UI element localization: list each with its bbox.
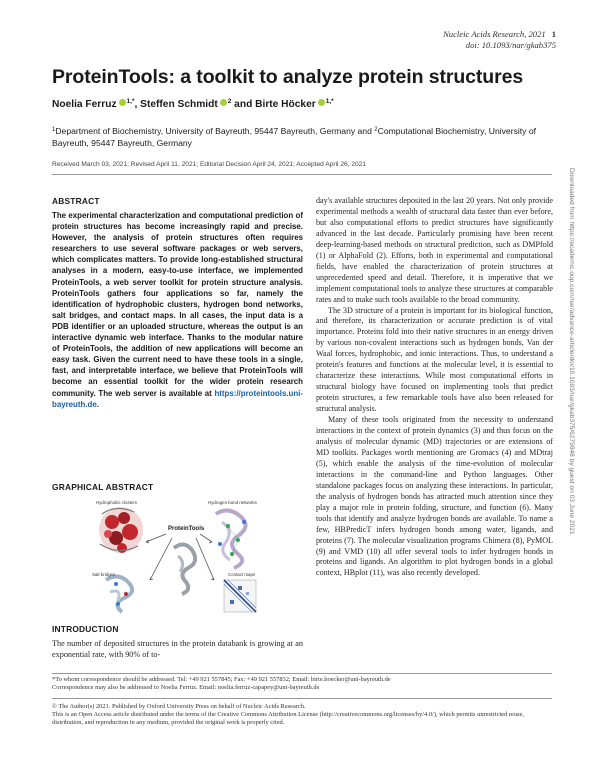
right-column-text <box>316 196 553 579</box>
introduction-heading: INTRODUCTION <box>52 624 119 634</box>
orcid-icon[interactable] <box>220 99 227 106</box>
footnote-divider <box>52 673 552 674</box>
label-hbonds: Hydrogen bond networks <box>208 500 257 505</box>
copyright-divider <box>52 698 552 699</box>
label-contact-maps: Contact maps <box>228 572 256 577</box>
abstract-body <box>52 210 303 410</box>
license-line: This is an Open Access article distributed under the terms of the Creative Commons Attribution License (http://creativecommons.org/licenses/by/4.0/), which permits unrestricted reuse, distribution, and reproduction in any medium, provided the original work is properly cited. <box>52 711 524 727</box>
author-name[interactable]: Birte Höcker <box>255 99 316 110</box>
affiliation-number: 2 <box>374 127 378 133</box>
salt-bridge-protein <box>106 576 132 612</box>
doi[interactable]: doi: 10.1093/nar/gkab375 <box>465 40 556 50</box>
journal-name: Nucleic Acids Research, 2021 <box>443 29 546 39</box>
orcid-icon[interactable] <box>318 99 325 106</box>
correspondence-line: Correspondence may also be addressed to Noelia Ferruz. Email: noelia.ferruz-capapey@uni-bayreuth.de <box>52 684 320 692</box>
author-separator: and <box>231 99 256 110</box>
label-hydrophobic: Hydrophobic clusters <box>96 500 137 505</box>
affiliation-text: Department of Biochemistry, University of Bayreuth, 95447 Bayreuth, Germany and <box>55 126 375 136</box>
central-protein <box>174 544 195 594</box>
affiliation-text: Computational Biochemistry, University of Bayreuth, 95447 Bayreuth, Germany <box>52 126 537 148</box>
orcid-icon[interactable] <box>119 99 126 106</box>
page-number: 1 <box>551 29 556 39</box>
author-superscript: 1,* <box>325 98 334 105</box>
affiliations <box>52 124 562 149</box>
abstract-end: . <box>96 399 99 409</box>
author-list <box>52 98 334 110</box>
header-divider <box>52 174 552 175</box>
journal-header <box>443 29 556 51</box>
author-superscript: 1,* <box>126 98 135 105</box>
body-paragraph: The 3D structure of a protein is important for its biological function, and therefore, its characterization or accurate prediction is of vital importance. Proteins fold into their native structures in an energy driven by various non-covalent interactions such as hydrogen bonds, Van der Waal forces, hydrophobic, and ionic interactions. Thus, to understand a protein's features and functions at the molecular level, it is essential to characterize these interactions. While most computational efforts in structural biology have focused on implementing tools that predict protein structures, a few remarkable tools have also been released for structural analysis. <box>316 305 553 414</box>
abstract-text: The experimental characterization and computational prediction of protein structures has become increasingly rapid and precise. However, the analysis of protein structures often requires researchers to use several software packages or web servers, which complicates matters. To provide long-established structural analyses in a modern, easy-to-use interface, we implemented ProteinTools, a web server toolkit for protein structure analysis. ProteinTools gathers four applications so far, namely the identification of hydrophobic clusters, hydrogen bond networks, salt bridges, and contact maps. In all cases, the input data is a PDB identifier or an uploaded structure, whereas the output is an interactive dynamic web interface. Thanks to the modular nature of ProteinTools, the addition of new applications will become an easy task. Given the current need to have these tools in a single, fast, and interpretable interface, we believe that ProteinTools will become an essential toolkit for the wider protein research community. The web server is available at <box>52 211 303 398</box>
affiliation-number: 1 <box>52 127 56 133</box>
label-salt-bridges: Salt bridges <box>92 572 116 577</box>
contact-map <box>224 580 256 612</box>
copyright-line: © The Author(s) 2021. Published by Oxford University Press on behalf of Nucleic Acids Research. <box>52 703 306 710</box>
author-separator: , <box>134 99 141 110</box>
article-dates: Received March 03, 2021; Revised April 11, 2021; Editorial Decision April 24, 2021; Accepted April 26, 2021 <box>52 161 367 168</box>
graphical-abstract-figure <box>88 496 278 616</box>
graphical-abstract-heading: GRAPHICAL ABSTRACT <box>52 482 154 492</box>
proteintools-label: ProteinTools <box>168 526 205 532</box>
abstract-heading: ABSTRACT <box>52 196 100 206</box>
hydrogen-bond-protein <box>216 510 246 568</box>
correspondence-footnote <box>52 676 552 692</box>
download-watermark <box>566 168 578 668</box>
body-paragraph: day's available structures deposited in the last 20 years. Not only provide experimental methods a wealth of structural data faster than ever before, but also computational efforts to predict structures have significantly advanced in the last decade. Particularly promising have been recent deep-learning-based methods on structural prediction, such as DMPfold (1) or AlphaFold (2). Efforts, both in experimental and computational fields, have enabled the characterization of protein structures at unprecedented speed and detail. Therefore, it is imperative that we implement computational tools to analyze these structures at comparable rates and to make such tools available to the broad community. <box>316 196 553 304</box>
introduction-paragraph: The number of deposited structures in the protein databank is growing at an exponential rate, with 90% of to- <box>52 639 303 659</box>
article-title: ProteinTools: a toolkit to analyze protein structures <box>52 66 524 88</box>
author-name[interactable]: Noelia Ferruz <box>52 99 117 110</box>
correspondence-line: *To whom correspondence should be addressed. Tel: +49 921 557845; Fax: +49 921 557832; Email: birte.hoecker@uni-bayreuth.de <box>52 676 391 683</box>
hydrophobic-cluster-protein <box>99 507 143 553</box>
copyright-footnote <box>52 703 552 728</box>
web-server-link[interactable]: https://proteintools.uni-bayreuth.de <box>52 388 303 409</box>
author-superscript: 2 <box>227 98 232 105</box>
body-paragraph: Many of these tools originated from the necessity to understand interactions in the context of protein dynamics (3) and thus focus on the analysis of molecular dynamic (MD) trajectories or are extensions of MD toolkits. Packages worth mentioning are Gromacs (4) and MDtraj (5), which enable the analysis of the time-evolution of molecular interactions in the command-line and Python languages. Other standalone packages focus on analyzing these interactions. In particular, the analysis of hydrogen bonds has attracted much attention since they play a major role in protein folding, structure, and function (6). Many tools that identify and analyze hydrogen bonds are available. To name a few, HBPredicT infers hydrogen bonds among water, ligands, and proteins (7). The molecular visualization programs Chimera (8), PyMOL (9) and VMD (10) all offer several tools to infer hydrogen bonds in proteins and ligands. An algorithm to plot hydrogen bonds in a global context, HBplot (11), was also recently developed. <box>316 415 553 578</box>
graphical-abstract-svg <box>88 496 278 616</box>
author-name[interactable]: Steffen Schmidt <box>140 99 218 110</box>
download-watermark-text: Downloaded from https://academic.oup.com/nar/advance-article/doi/10.1093/nar/gkab375/6279848 by guest on 03 June 2021 <box>568 168 575 535</box>
